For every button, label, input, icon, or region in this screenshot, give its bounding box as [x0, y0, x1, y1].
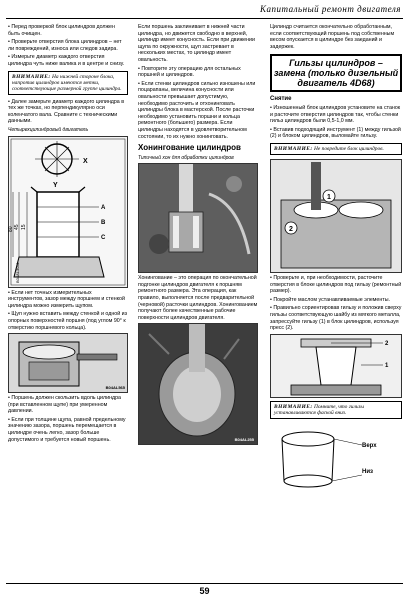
column-2 — [138, 24, 258, 447]
warning-note — [270, 143, 402, 155]
dim-label: 80 — [8, 225, 14, 232]
dim-label: 15 — [21, 223, 27, 230]
callout-number: 1 — [385, 362, 389, 369]
paragraph: • Изношенный блок цилиндров установите на станок и расточите отверстия цилиндров так, чтобы стенки гильз цилиндров были 0,5-1,0 мм. — [270, 105, 402, 125]
orientation-label: Верх — [362, 442, 377, 449]
liner-orientation-diagram — [270, 423, 400, 493]
paragraph: • Проверьте и, при необходимости, расточите отверстия в блоке цилиндров под гильзу (ремонтный размер). — [270, 275, 402, 295]
paragraph: • Измерьте диаметр каждого отверстия цилиндра чуть ниже валика и в центре и снизу. — [8, 54, 128, 67]
paragraph: • Щуп нужно вставить между стенкой и одной из опорных поверхностей поршня (под углом 90° к отверстию поршневого кольца). — [8, 311, 128, 331]
cylinder-measurement-figure — [8, 136, 128, 288]
footer-rule — [6, 583, 403, 584]
point-label: B — [101, 219, 106, 226]
note-text: Помните, что гильзы устанавливаются фаской вниз. — [274, 403, 365, 416]
warning-note — [270, 401, 402, 419]
note-lead: ВНИМАНИЕ: — [274, 403, 313, 410]
honing-photo-illustration — [139, 324, 257, 444]
column-1 — [8, 24, 128, 445]
hone-illustration — [139, 164, 257, 272]
subheading: Хонингование цилиндров — [138, 143, 241, 153]
paragraph: Если поршень заклинивает в нижней части цилиндра, но движется свободно в верхней, цилиндр имеет конусность. Если при движении щупа по окружности, щуп застревает в нескольких местах, то цилиндр имеет овальность. — [138, 24, 255, 63]
dim-label: 45 — [14, 223, 20, 230]
section-title: Гильзы цилиндров – замена (только дизельный двигатель 4D68) — [270, 54, 402, 92]
point-label: A — [101, 204, 106, 211]
paragraph: • Если при толщине щупа, равной предельному значению зазора, поршень перемещается в цилиндре очень легко, зазор больше допустимого и требуется новый поршень. — [8, 417, 128, 443]
paragraph: • Проверьте отверстия блока цилиндров – нет ли повреждений, износа или следов задира. — [8, 39, 128, 52]
paragraph: • Если стенки цилиндров сильно изношены или поцарапаны, величина конусности или овальности превышает допустимую, необходимо расточить и отхонинговать цилиндры блока в мастерской. После расточки необходимо установить поршни и кольца ремонтного (большего) размера. Если цилиндры находятся в удовлетворительном состоянии, то их нужно хонинговать. — [138, 81, 258, 140]
feeler-gauge-illustration — [9, 334, 127, 392]
paragraph: • Перед проверкой блок цилиндров должен быть очищен. — [8, 24, 128, 37]
honed-cylinder-photo — [138, 323, 258, 445]
paragraph: • Вставив подходящий инструмент (1) между гильзой (2) и блоком цилиндров, выломайте гильзу. — [270, 127, 402, 140]
paragraph: Хонингование – это операция по окончательной подгонке цилиндров двигателя к поршням ремонтного размера. Эта операция, как правило, выполняется после предварительной (черновой) расточки цилиндров. Хонингованием получают более качественные рабочие поверхности цилиндров двигателя. — [138, 275, 258, 321]
paragraph: • Повторите эту операцию для остальных поршней и цилиндров. — [138, 66, 258, 79]
note-text: Не повредите блок цилиндров. — [314, 145, 384, 152]
running-header — [6, 4, 403, 19]
callout-number: 2 — [385, 340, 389, 347]
figure-caption: Четырехцилиндровый двигатель — [8, 126, 89, 133]
point-label: C — [101, 234, 106, 241]
liner-removal-illustration — [271, 160, 401, 272]
header-title: Капитальный ремонт двигателя — [260, 4, 401, 14]
subsection-title: Снятие — [270, 96, 292, 103]
paragraph: • Правильно сориентировав гильзу и положив сверху гильзы соответствующую шайбу из мягкого металла, запрессуйте гильзу (1) в блок цилиндров, используя пресс (2). — [270, 305, 402, 331]
callout-number: 1 — [327, 193, 331, 201]
figure-caption: Типичный хон для обработки цилиндров — [138, 154, 234, 161]
cylinder-diagram — [9, 137, 127, 287]
column-3 — [270, 24, 402, 495]
note-lead: ВНИМАНИЕ: — [274, 145, 313, 152]
paragraph: • Покройте маслом устанавливаемые элементы. — [270, 297, 402, 304]
paragraph: Цилиндр считается окончательно обработанным, если соответствующий поршень под собственным весом опускается в цилиндре без заеданий и задержек. — [270, 24, 395, 50]
liner-press-figure — [270, 334, 402, 398]
liner-orientation-figure — [270, 423, 402, 493]
liner-press-diagram — [271, 335, 401, 397]
warning-note — [8, 71, 128, 95]
axis-label: Y — [53, 181, 58, 189]
note-text: На нижней стороне блока, напротив цилиндров имеются метки, соответствующие размерной группе цилиндра. — [12, 73, 122, 92]
page-number: 59 — [199, 586, 210, 596]
paragraph: • Если нет точных измерительных инструментов, зазор между поршнем и стенкой цилиндра можно измерить щупом. — [8, 290, 128, 310]
orientation-label: Низ — [362, 468, 374, 475]
paragraph: • Далее замерьте диаметр каждого цилиндра в тех же точках, но перпендикулярно оси коленчатого вала. Сравните с техническими данными. — [8, 99, 128, 125]
callout-number: 2 — [289, 225, 293, 233]
axis-label: X — [83, 157, 88, 165]
figure-code: B04AL3041 — [15, 261, 20, 283]
paragraph: • Поршень должен скользить вдоль цилиндра (при вставленном щупе) при умеренном давлении. — [8, 395, 128, 415]
feeler-gauge-figure — [8, 333, 128, 393]
liner-removal-figure — [270, 159, 402, 273]
cylinder-hone-photo — [138, 163, 258, 273]
figure-code: B04AL255 — [234, 436, 254, 442]
figure-code: B04AL565 — [105, 384, 125, 390]
note-lead: ВНИМАНИЕ: — [12, 73, 51, 80]
